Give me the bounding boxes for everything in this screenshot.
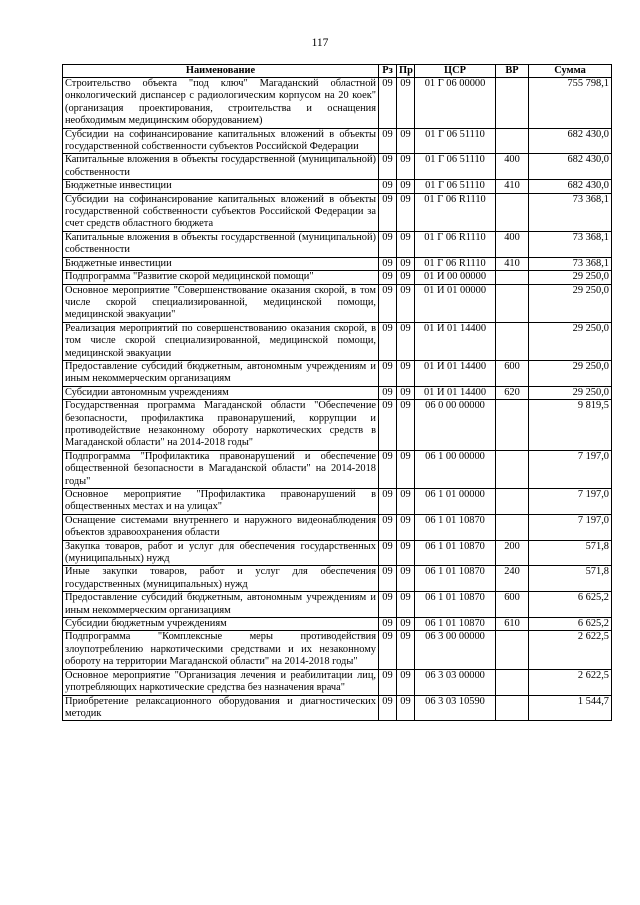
row-rz: 09 <box>379 257 397 270</box>
row-name: Основное мероприятие "Профилактика правонарушений в общественных местах и на улицах" <box>63 489 379 515</box>
row-sum: 6 625,2 <box>529 592 612 618</box>
table-row <box>63 257 612 270</box>
row-vr: 400 <box>496 154 529 180</box>
row-csr: 01 Г 06 00000 <box>415 78 496 129</box>
row-vr <box>496 284 529 322</box>
table-row <box>63 284 612 322</box>
header-name: Наименование <box>63 65 379 78</box>
row-csr: 01 И 00 00000 <box>415 271 496 284</box>
header-vr: ВР <box>496 65 529 78</box>
row-rz: 09 <box>379 284 397 322</box>
row-rz: 09 <box>379 128 397 154</box>
row-vr <box>496 489 529 515</box>
row-vr <box>496 669 529 695</box>
row-vr: 400 <box>496 231 529 257</box>
table-row <box>63 360 612 386</box>
table-row <box>63 450 612 488</box>
row-sum: 1 544,7 <box>529 695 612 721</box>
row-name: Субсидии на софинансирование капитальных вложений в объекты государственной собственности субъектов Российской Федерации <box>63 128 379 154</box>
row-vr <box>496 322 529 360</box>
table-row <box>63 386 612 399</box>
row-vr <box>496 78 529 129</box>
row-rz: 09 <box>379 360 397 386</box>
row-rz: 09 <box>379 669 397 695</box>
row-name: Субсидии бюджетным учреждениям <box>63 618 379 631</box>
row-name: Предоставление субсидий бюджетным, автономным учреждениям и иным некоммерческим организациям <box>63 592 379 618</box>
row-sum: 9 819,5 <box>529 400 612 451</box>
row-rz: 09 <box>379 566 397 592</box>
row-csr: 06 1 00 00000 <box>415 450 496 488</box>
row-csr: 01 Г 06 51110 <box>415 180 496 193</box>
row-csr: 01 И 01 14400 <box>415 360 496 386</box>
header-rz: Рз <box>379 65 397 78</box>
row-rz: 09 <box>379 618 397 631</box>
table-row <box>63 695 612 721</box>
row-csr: 06 1 01 10870 <box>415 566 496 592</box>
row-pr: 09 <box>397 695 415 721</box>
row-sum: 682 430,0 <box>529 154 612 180</box>
row-pr: 09 <box>397 271 415 284</box>
row-sum: 7 197,0 <box>529 450 612 488</box>
table-row <box>63 322 612 360</box>
row-pr: 09 <box>397 284 415 322</box>
row-rz: 09 <box>379 400 397 451</box>
row-sum: 29 250,0 <box>529 322 612 360</box>
row-pr: 09 <box>397 193 415 231</box>
row-rz: 09 <box>379 450 397 488</box>
row-vr <box>496 271 529 284</box>
row-name: Предоставление субсидий бюджетным, автономным учреждениям и иным некоммерческим организациям <box>63 360 379 386</box>
row-csr: 01 И 01 14400 <box>415 386 496 399</box>
row-rz: 09 <box>379 193 397 231</box>
row-sum: 571,8 <box>529 540 612 566</box>
table-row <box>63 566 612 592</box>
budget-table <box>62 64 612 721</box>
row-rz: 09 <box>379 180 397 193</box>
table-row <box>63 154 612 180</box>
row-sum: 73 368,1 <box>529 257 612 270</box>
row-name: Подпрограмма "Профилактика правонарушений и обеспечение общественной безопасности в Магаданской области" на 2014-2018 годы" <box>63 450 379 488</box>
row-sum: 2 622,5 <box>529 631 612 669</box>
row-name: Капитальные вложения в объекты государственной (муниципальной) собственности <box>63 231 379 257</box>
row-pr: 09 <box>397 257 415 270</box>
row-name: Приобретение релаксационного оборудования и диагностических методик <box>63 695 379 721</box>
row-pr: 09 <box>397 618 415 631</box>
row-sum: 7 197,0 <box>529 489 612 515</box>
row-vr <box>496 631 529 669</box>
row-rz: 09 <box>379 514 397 540</box>
row-csr: 01 Г 06 51110 <box>415 128 496 154</box>
row-name: Бюджетные инвестиции <box>63 257 379 270</box>
row-rz: 09 <box>379 322 397 360</box>
row-vr: 410 <box>496 257 529 270</box>
row-csr: 06 1 01 10870 <box>415 540 496 566</box>
row-sum: 29 250,0 <box>529 360 612 386</box>
table-row <box>63 592 612 618</box>
row-pr: 09 <box>397 566 415 592</box>
row-pr: 09 <box>397 631 415 669</box>
table-row <box>63 180 612 193</box>
row-sum: 571,8 <box>529 566 612 592</box>
row-rz: 09 <box>379 631 397 669</box>
row-name: Реализация мероприятий по совершенствованию оказания скорой, в том числе скорой специализированной, медицинской помощи, медицинской эвакуации <box>63 322 379 360</box>
row-pr: 09 <box>397 669 415 695</box>
row-sum: 755 798,1 <box>529 78 612 129</box>
row-rz: 09 <box>379 271 397 284</box>
row-name: Строительство объекта "под ключ" Магаданский областной онкологический диспансер с радиологическим корпусом на 20 коек" (организация проектирования, строительства и оснащения необходимым медицинским оборудованием) <box>63 78 379 129</box>
row-name: Субсидии на софинансирование капитальных вложений в объекты государственной собственности субъектов Российской Федерации за счет средств областного бюджета <box>63 193 379 231</box>
row-rz: 09 <box>379 540 397 566</box>
row-sum: 73 368,1 <box>529 193 612 231</box>
row-rz: 09 <box>379 154 397 180</box>
table-header-row <box>63 65 612 78</box>
row-vr: 410 <box>496 180 529 193</box>
row-sum: 29 250,0 <box>529 386 612 399</box>
row-vr: 240 <box>496 566 529 592</box>
row-name: Подпрограмма "Комплексные меры противодействия злоупотреблению наркотическими средствами и их незаконному обороту на территории Магаданской области" на 2014-2018 годы" <box>63 631 379 669</box>
row-name: Бюджетные инвестиции <box>63 180 379 193</box>
row-sum: 2 622,5 <box>529 669 612 695</box>
row-pr: 09 <box>397 360 415 386</box>
table-row <box>63 618 612 631</box>
row-pr: 09 <box>397 489 415 515</box>
row-sum: 29 250,0 <box>529 284 612 322</box>
row-rz: 09 <box>379 592 397 618</box>
row-csr: 01 Г 06 R1110 <box>415 257 496 270</box>
row-sum: 7 197,0 <box>529 514 612 540</box>
row-rz: 09 <box>379 231 397 257</box>
row-rz: 09 <box>379 695 397 721</box>
row-pr: 09 <box>397 78 415 129</box>
row-name: Подпрограмма "Развитие скорой медицинской помощи" <box>63 271 379 284</box>
header-sum: Сумма <box>529 65 612 78</box>
row-pr: 09 <box>397 231 415 257</box>
row-vr <box>496 514 529 540</box>
row-sum: 29 250,0 <box>529 271 612 284</box>
table-row <box>63 489 612 515</box>
table-row <box>63 669 612 695</box>
row-name: Капитальные вложения в объекты государственной (муниципальной) собственности <box>63 154 379 180</box>
row-csr: 06 1 01 10870 <box>415 592 496 618</box>
row-name: Субсидии автономным учреждениям <box>63 386 379 399</box>
header-pr: Пр <box>397 65 415 78</box>
table-row <box>63 514 612 540</box>
row-vr: 200 <box>496 540 529 566</box>
row-pr: 09 <box>397 514 415 540</box>
row-name: Основное мероприятие "Организация лечения и реабилитации лиц, употребляющих наркотические средства без назначения врача" <box>63 669 379 695</box>
table-row <box>63 271 612 284</box>
row-name: Оснащение системами внутреннего и наружного видеонаблюдения объектов здравоохранения области <box>63 514 379 540</box>
row-vr <box>496 128 529 154</box>
table-row <box>63 193 612 231</box>
row-sum: 682 430,0 <box>529 180 612 193</box>
row-vr: 600 <box>496 592 529 618</box>
row-sum: 73 368,1 <box>529 231 612 257</box>
row-csr: 01 Г 06 R1110 <box>415 231 496 257</box>
row-pr: 09 <box>397 386 415 399</box>
table-row <box>63 540 612 566</box>
row-rz: 09 <box>379 489 397 515</box>
table-row <box>63 631 612 669</box>
row-vr <box>496 695 529 721</box>
row-csr: 06 3 00 00000 <box>415 631 496 669</box>
row-pr: 09 <box>397 154 415 180</box>
row-name: Основное мероприятие "Совершенствование оказания скорой, в том числе скорой специализированной, медицинской помощи, медицинской эвакуации" <box>63 284 379 322</box>
row-csr: 06 1 01 00000 <box>415 489 496 515</box>
row-pr: 09 <box>397 540 415 566</box>
row-rz: 09 <box>379 78 397 129</box>
row-csr: 06 1 01 10870 <box>415 618 496 631</box>
row-pr: 09 <box>397 128 415 154</box>
row-vr <box>496 193 529 231</box>
row-csr: 06 3 03 10590 <box>415 695 496 721</box>
table-row <box>63 400 612 451</box>
row-vr <box>496 450 529 488</box>
row-sum: 6 625,2 <box>529 618 612 631</box>
row-sum: 682 430,0 <box>529 128 612 154</box>
row-pr: 09 <box>397 400 415 451</box>
row-name: Государственная программа Магаданской области "Обеспечение безопасности, профилактика правонарушений, коррупции и противодействие незаконному обороту наркотических средств в Магаданской области" на 2014-2018 годы" <box>63 400 379 451</box>
table-row <box>63 128 612 154</box>
row-csr: 01 И 01 14400 <box>415 322 496 360</box>
row-name: Иные закупки товаров, работ и услуг для обеспечения государственных (муниципальных) нужд <box>63 566 379 592</box>
table-row <box>63 231 612 257</box>
table-body <box>63 78 612 721</box>
row-csr: 06 0 00 00000 <box>415 400 496 451</box>
header-csr: ЦСР <box>415 65 496 78</box>
row-vr: 610 <box>496 618 529 631</box>
row-vr: 600 <box>496 360 529 386</box>
row-csr: 06 3 03 00000 <box>415 669 496 695</box>
row-name: Закупка товаров, работ и услуг для обеспечения государственных (муниципальных) нужд <box>63 540 379 566</box>
row-pr: 09 <box>397 322 415 360</box>
row-csr: 06 1 01 10870 <box>415 514 496 540</box>
table-row <box>63 78 612 129</box>
row-rz: 09 <box>379 386 397 399</box>
row-vr: 620 <box>496 386 529 399</box>
row-csr: 01 И 01 00000 <box>415 284 496 322</box>
row-pr: 09 <box>397 592 415 618</box>
page-number: 117 <box>311 37 329 49</box>
row-pr: 09 <box>397 450 415 488</box>
row-vr <box>496 400 529 451</box>
row-csr: 01 Г 06 R1110 <box>415 193 496 231</box>
row-pr: 09 <box>397 180 415 193</box>
row-csr: 01 Г 06 51110 <box>415 154 496 180</box>
